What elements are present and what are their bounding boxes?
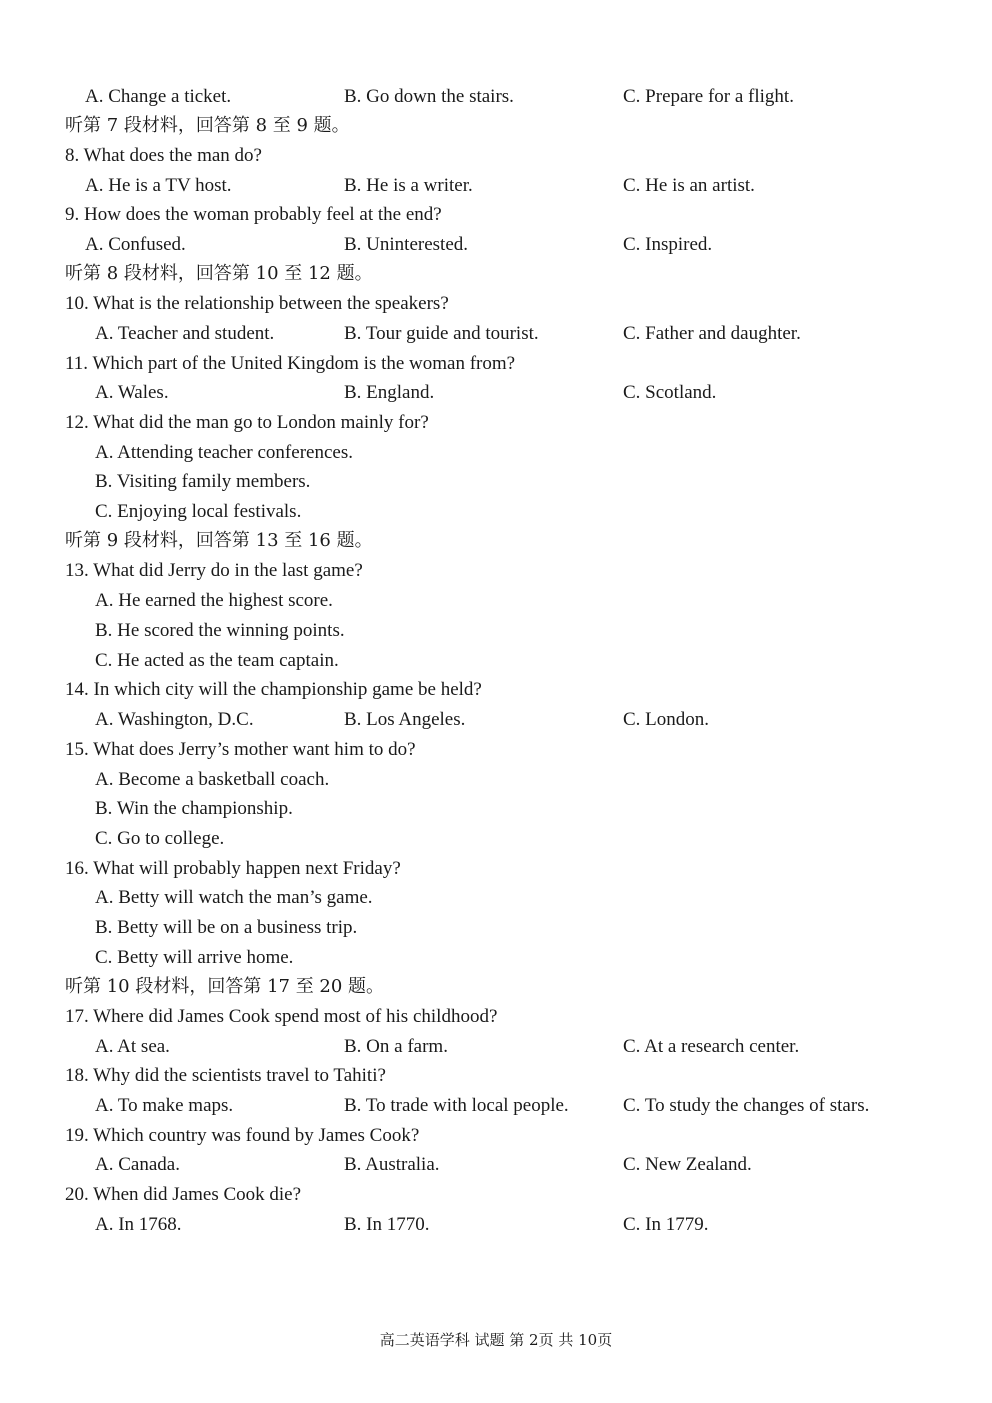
options-row <box>0 378 992 408</box>
question-16: 16. What will probably happen next Friday? <box>65 858 401 879</box>
options-row <box>0 319 992 349</box>
question-text <box>0 735 992 765</box>
option-a: A. At sea. <box>95 1036 170 1057</box>
option-a: A. Become a basketball coach. <box>95 769 330 790</box>
option-line <box>0 586 992 616</box>
option-c: C. At a research center. <box>623 1036 800 1057</box>
options-row <box>0 1210 992 1240</box>
option-line <box>0 794 992 824</box>
question-text <box>0 1061 992 1091</box>
option-c: C. Father and daughter. <box>623 323 801 344</box>
section-heading-text: 听第 8 段材料，回答第 10 至 12 题。 <box>65 263 373 284</box>
options-row <box>0 82 992 112</box>
question-text <box>0 1002 992 1032</box>
option-line <box>0 913 992 943</box>
question-text <box>0 289 992 319</box>
page-footer: 高二英语学科 试题 第 2页 共 10页 <box>379 1331 613 1349</box>
option-line <box>0 943 992 973</box>
question-text <box>0 141 992 171</box>
question-text <box>0 1121 992 1151</box>
question-text <box>0 1180 992 1210</box>
question-18: 18. Why did the scientists travel to Tahiti? <box>65 1065 386 1086</box>
options-row <box>0 171 992 201</box>
option-a: A. He is a TV host. <box>85 175 232 196</box>
options-row <box>0 1150 992 1180</box>
option-b: B. Go down the stairs. <box>344 86 514 107</box>
option-line <box>0 765 992 795</box>
option-line <box>0 883 992 913</box>
section-heading-text: 听第 10 段材料，回答第 17 至 20 题。 <box>65 976 385 997</box>
option-a: A. Attending teacher conferences. <box>95 442 353 463</box>
option-b: B. To trade with local people. <box>344 1095 569 1116</box>
question-text <box>0 408 992 438</box>
option-a: A. Betty will watch the man’s game. <box>95 887 373 908</box>
option-b: B. England. <box>344 382 435 403</box>
option-b: B. Win the championship. <box>95 798 293 819</box>
question-text <box>0 675 992 705</box>
question-17: 17. Where did James Cook spend most of his childhood? <box>65 1006 498 1027</box>
option-c: C. New Zealand. <box>623 1154 752 1175</box>
option-c: C. To study the changes of stars. <box>623 1095 870 1116</box>
option-b: B. He scored the winning points. <box>95 620 345 641</box>
question-9: 9. How does the woman probably feel at the end? <box>65 204 442 225</box>
option-line <box>0 497 992 527</box>
section-heading <box>0 972 992 1002</box>
option-b: B. Australia. <box>344 1154 440 1175</box>
option-c: C. In 1779. <box>623 1214 709 1235</box>
option-b: B. Tour guide and tourist. <box>344 323 539 344</box>
question-text <box>0 349 992 379</box>
question-14: 14. In which city will the championship game be held? <box>65 679 482 700</box>
section-heading <box>0 526 992 556</box>
option-line <box>0 616 992 646</box>
options-row <box>0 705 992 735</box>
question-8: 8. What does the man do? <box>65 145 262 166</box>
options-row <box>0 1032 992 1062</box>
option-line <box>0 467 992 497</box>
options-row <box>0 230 992 260</box>
option-a: A. Washington, D.C. <box>95 709 254 730</box>
option-a: A. Teacher and student. <box>95 323 275 344</box>
question-text <box>0 854 992 884</box>
option-c: C. Scotland. <box>623 382 717 403</box>
option-line <box>0 438 992 468</box>
question-10: 10. What is the relationship between the speakers? <box>65 293 449 314</box>
option-b: B. He is a writer. <box>344 175 473 196</box>
option-b: B. On a farm. <box>344 1036 448 1057</box>
option-b: B. Uninterested. <box>344 234 469 255</box>
option-b: B. Los Angeles. <box>344 709 466 730</box>
option-a: A. Canada. <box>95 1154 180 1175</box>
option-c: C. Betty will arrive home. <box>95 947 294 968</box>
section-heading-text: 听第 7 段材料，回答第 8 至 9 题。 <box>65 115 350 136</box>
option-c: C. He is an artist. <box>623 175 755 196</box>
option-c: C. Go to college. <box>95 828 225 849</box>
section-heading <box>0 259 992 289</box>
option-b: B. In 1770. <box>344 1214 430 1235</box>
question-11: 11. Which part of the United Kingdom is the woman from? <box>65 353 516 374</box>
question-19: 19. Which country was found by James Cook? <box>65 1125 420 1146</box>
option-a: A. Change a ticket. <box>85 86 232 107</box>
option-b: B. Betty will be on a business trip. <box>95 917 358 938</box>
question-text <box>0 200 992 230</box>
option-a: A. To make maps. <box>95 1095 234 1116</box>
option-c: C. Prepare for a flight. <box>623 86 794 107</box>
option-a: A. Wales. <box>95 382 169 403</box>
option-c: C. Enjoying local festivals. <box>95 501 302 522</box>
option-line <box>0 824 992 854</box>
question-text <box>0 556 992 586</box>
question-12: 12. What did the man go to London mainly for? <box>65 412 429 433</box>
option-a: A. In 1768. <box>95 1214 182 1235</box>
option-line <box>0 646 992 676</box>
option-a: A. Confused. <box>85 234 186 255</box>
section-heading-text: 听第 9 段材料，回答第 13 至 16 题。 <box>65 530 373 551</box>
option-b: B. Visiting family members. <box>95 471 311 492</box>
option-c: C. London. <box>623 709 710 730</box>
option-a: A. He earned the highest score. <box>95 590 333 611</box>
section-heading <box>0 111 992 141</box>
option-c: C. He acted as the team captain. <box>95 650 339 671</box>
question-15: 15. What does Jerry’s mother want him to do? <box>65 739 416 760</box>
option-c: C. Inspired. <box>623 234 713 255</box>
options-row <box>0 1091 992 1121</box>
question-20: 20. When did James Cook die? <box>65 1184 302 1205</box>
question-13: 13. What did Jerry do in the last game? <box>65 560 363 581</box>
